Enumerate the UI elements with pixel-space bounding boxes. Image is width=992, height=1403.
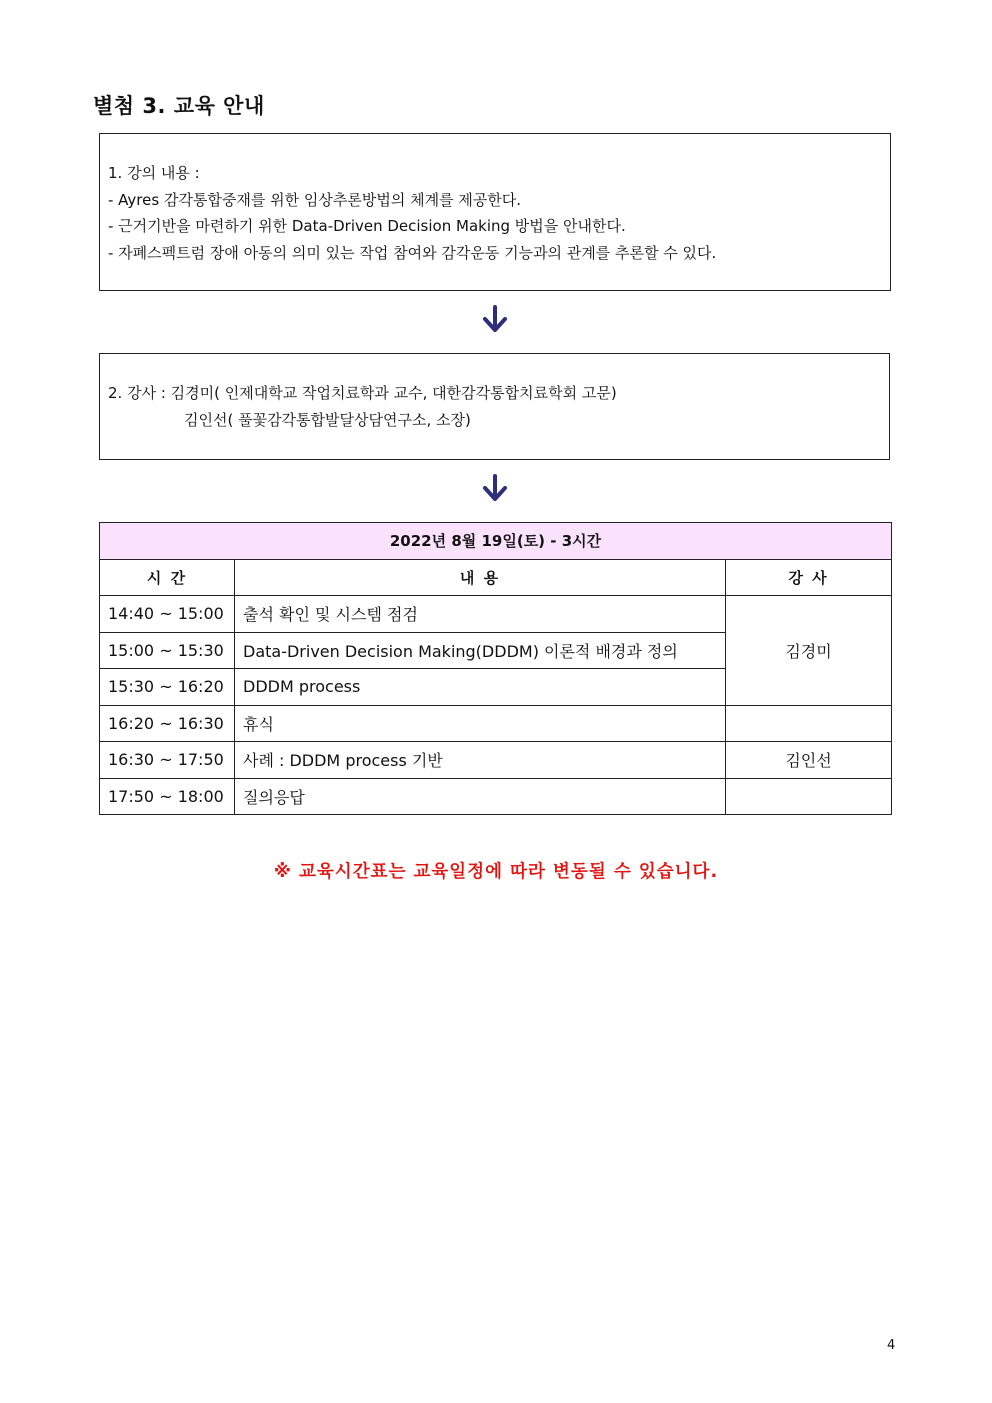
table-row bbox=[100, 778, 892, 815]
lecturer-cell: 김경미 bbox=[726, 596, 892, 706]
time-cell: 15:00 ~ 15:30 bbox=[100, 632, 235, 669]
time-cell: 16:20 ~ 16:30 bbox=[100, 705, 235, 742]
lecturer-cell-empty bbox=[726, 778, 892, 815]
time-cell: 17:50 ~ 18:00 bbox=[100, 778, 235, 815]
page-number: 4 bbox=[887, 1338, 896, 1353]
instructor-line-2: 김인선( 풀꽃감각통합발달상담연구소, 소장) bbox=[184, 410, 471, 429]
time-cell: 15:30 ~ 16:20 bbox=[100, 669, 235, 706]
course-content-item: - 자폐스펙트럼 장애 아동의 의미 있는 작업 참여와 감각운동 기능과의 관계를 추론할 수 있다. bbox=[108, 243, 717, 262]
header-lecturer: 강 사 bbox=[726, 559, 892, 596]
schedule-table bbox=[99, 522, 892, 815]
course-content-title: 1. 강의 내용 : bbox=[108, 164, 200, 182]
lecturer-cell: 김인선 bbox=[726, 742, 892, 779]
content-cell: 사례 : DDDM process 기반 bbox=[235, 742, 726, 779]
content-cell: Data-Driven Decision Making(DDDM) 이론적 배경과 정의 bbox=[235, 632, 726, 669]
table-row bbox=[100, 742, 892, 779]
lecturer-cell-empty bbox=[726, 705, 892, 742]
time-cell: 14:40 ~ 15:00 bbox=[100, 596, 235, 633]
table-row bbox=[100, 705, 892, 742]
content-cell: 휴식 bbox=[235, 705, 726, 742]
instructor-box bbox=[99, 353, 890, 460]
table-row bbox=[100, 596, 892, 633]
arrow-down-icon bbox=[482, 304, 508, 334]
instructor-line-1: 2. 강사 : 김경미( 인제대학교 작업치료학과 교수, 대한감각통합치료학회 고문) bbox=[108, 384, 617, 402]
schedule-header-row bbox=[100, 559, 892, 596]
schedule-title-row bbox=[100, 523, 892, 560]
schedule-change-notice: ※ 교육시간표는 교육일정에 따라 변동될 수 있습니다. bbox=[273, 862, 719, 882]
content-cell: 출석 확인 및 시스템 점검 bbox=[235, 596, 726, 633]
course-content-box bbox=[99, 133, 891, 291]
course-content-item: - Ayres 감각통합중재를 위한 임상추론방법의 체계를 제공한다. bbox=[108, 190, 522, 209]
header-content: 내 용 bbox=[235, 559, 726, 596]
page-heading: 별첨 3. 교육 안내 bbox=[93, 94, 265, 118]
course-content-item: - 근거기반을 마련하기 위한 Data-Driven Decision Making 방법을 안내한다. bbox=[108, 217, 626, 235]
content-cell: DDDM process bbox=[235, 669, 726, 706]
time-cell: 16:30 ~ 17:50 bbox=[100, 742, 235, 779]
arrow-down-icon bbox=[482, 473, 508, 503]
header-time: 시 간 bbox=[100, 559, 235, 596]
schedule-title: 2022년 8월 19일(토) - 3시간 bbox=[100, 523, 892, 560]
content-cell: 질의응답 bbox=[235, 778, 726, 815]
